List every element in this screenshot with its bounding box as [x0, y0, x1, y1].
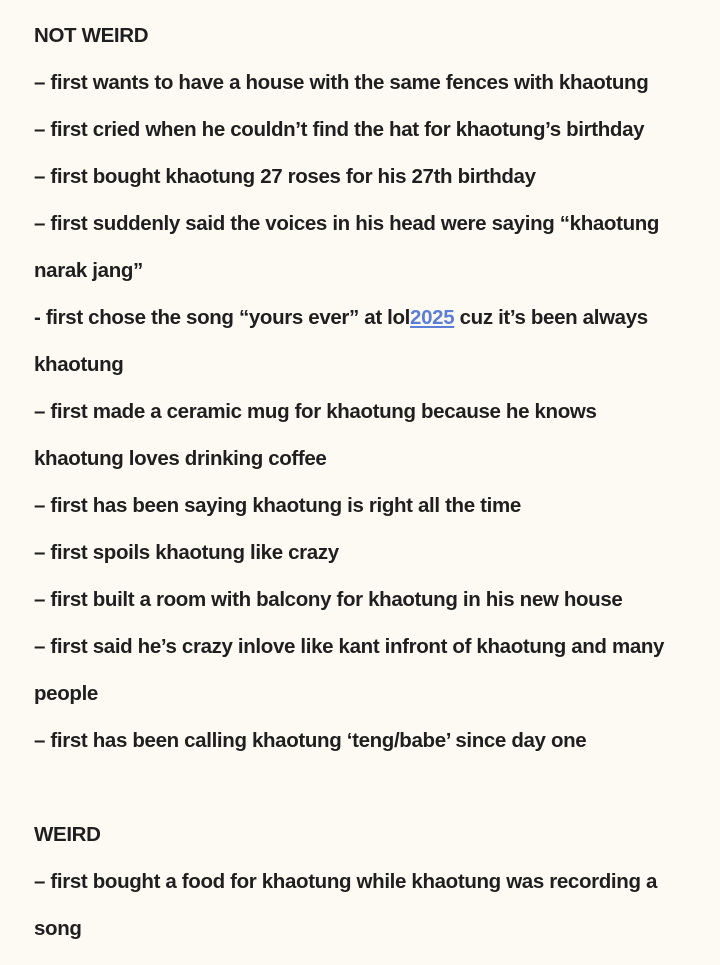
- list-item-continuation: narak jang”: [34, 259, 143, 282]
- list-item: – first made a ceramic mug for khaotung because he knows: [34, 400, 597, 423]
- weird-heading: WEIRD: [34, 823, 101, 846]
- list-item: – first bought khaotung 27 roses for his 27th birthday: [34, 165, 536, 188]
- list-item-continuation: people: [34, 682, 98, 705]
- list-item-text: cuz it’s been always: [454, 306, 648, 329]
- section-spacer: [34, 764, 686, 811]
- list-item-text: - first chose the song “yours ever” at lol: [34, 306, 411, 329]
- not-weird-heading: NOT WEIRD: [34, 24, 149, 47]
- list-item: – first said he’s crazy inlove like kant infront of khaotung and many: [34, 635, 665, 658]
- list-item: – first cried when he couldn’t find the hat for khaotung’s birthday: [34, 118, 645, 141]
- list-item: [34, 294, 686, 341]
- list-item: – first suddenly said the voices in his head were saying “khaotung: [34, 212, 660, 235]
- list-item-continuation: khaotung loves drinking coffee: [34, 447, 327, 470]
- list-item: – first has been calling khaotung ‘teng/babe’ since day one: [34, 729, 587, 752]
- list-item: – first built a room with balcony for khaotung in his new house: [34, 588, 623, 611]
- list-item-continuation: song: [34, 917, 82, 940]
- list-item: – first has been saying khaotung is right all the time: [34, 494, 521, 517]
- hashtag-link[interactable]: 2025: [410, 306, 455, 329]
- list-item: – first bought a food for khaotung while khaotung was recording a: [34, 870, 658, 893]
- list-item: – first wants to have a house with the same fences with khaotung: [34, 71, 649, 94]
- list-item: – first spoils khaotung like crazy: [34, 541, 339, 564]
- list-item-continuation: khaotung: [34, 353, 124, 376]
